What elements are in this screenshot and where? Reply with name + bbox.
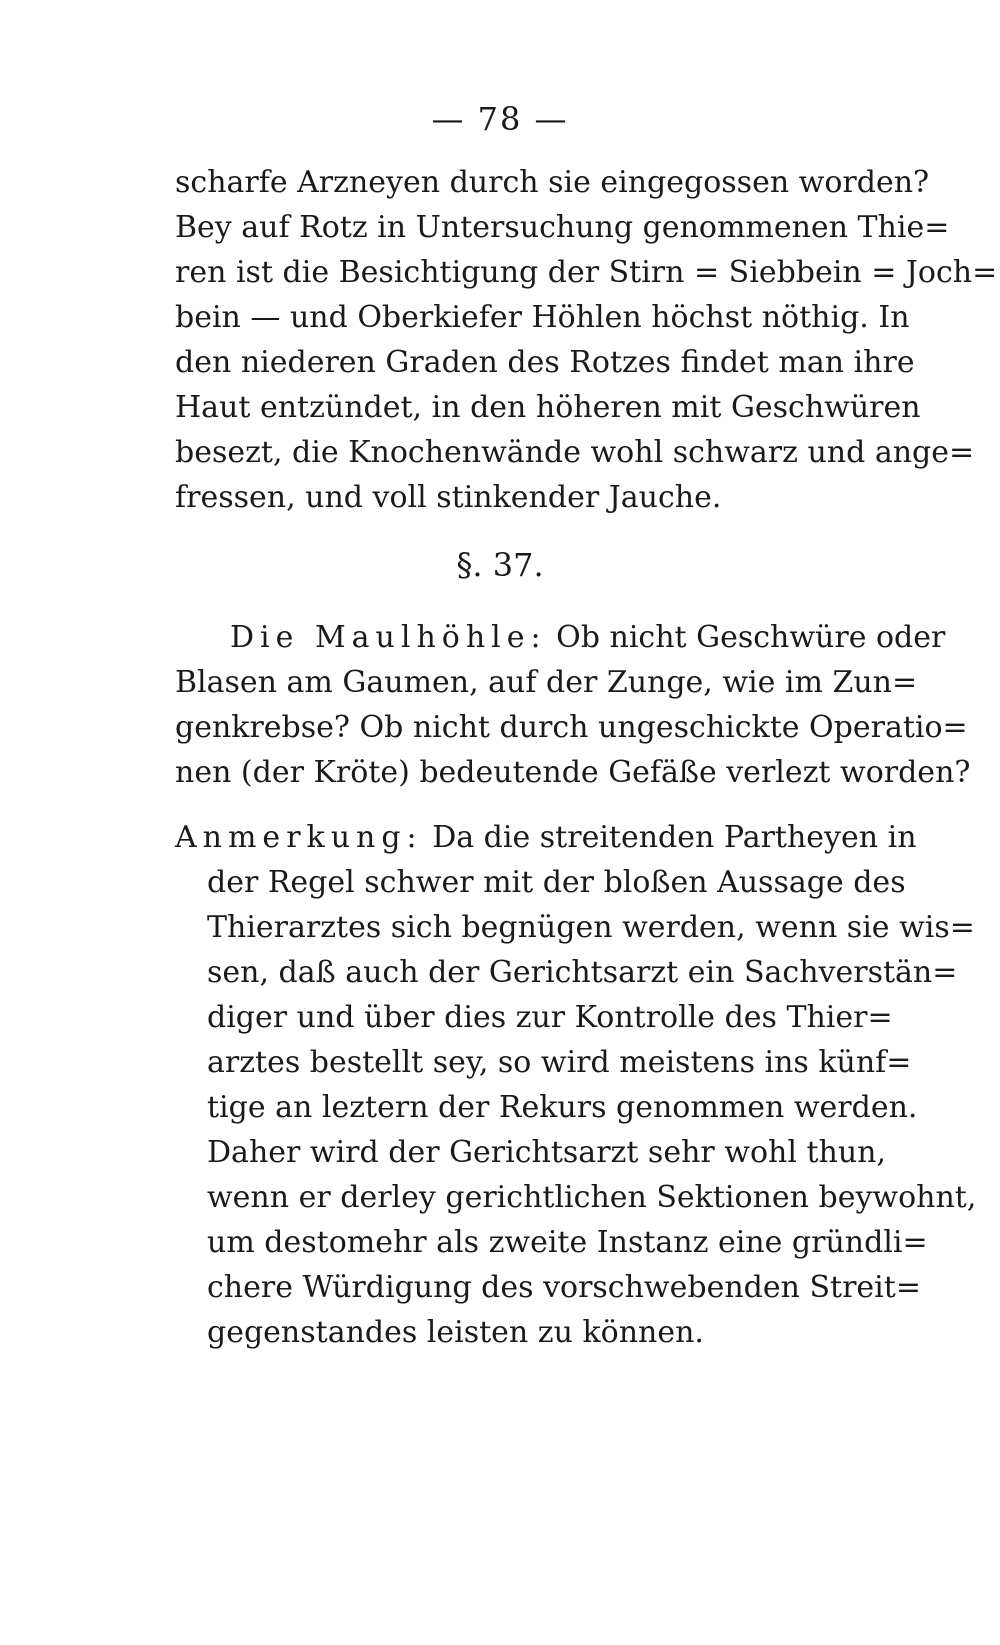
text-line: scharfe Arzneyen durch sie eingegossen worden?: [175, 165, 930, 200]
text-line: tige an leztern der Rekurs genommen werden.: [207, 1090, 918, 1125]
text-line: genkrebse? Ob nicht durch ungeschickte Operatio=: [175, 710, 968, 745]
note-anmerkung: [175, 815, 977, 1355]
text-line: Thierarztes sich begnügen werden, wenn sie wis=: [207, 910, 975, 945]
text-line: wenn er derley gerichtlichen Sektionen beywohnt,: [207, 1180, 977, 1215]
text-line: gegenstandes leisten zu können.: [207, 1315, 704, 1350]
text-line: Blasen am Gaumen, auf der Zunge, wie im Zun=: [175, 665, 918, 700]
text-line: fressen, und voll stinkender Jauche.: [175, 480, 722, 515]
text-line: besezt, die Knochenwände wohl schwarz und ange=: [175, 435, 975, 470]
text-line: bein — und Oberkiefer Höhlen höchst nöthig. In: [175, 300, 910, 335]
text-fragment: Da die streitenden Partheyen in: [422, 820, 917, 855]
lead-term: Anmerkung:: [175, 820, 423, 855]
page-number: — 78 —: [431, 100, 569, 138]
text-line: um destomehr als zweite Instanz eine gründli=: [207, 1225, 928, 1260]
text-line: der Regel schwer mit der bloßen Aussage des: [207, 865, 906, 900]
text-line: diger und über dies zur Kontrolle des Thier=: [207, 1000, 893, 1035]
text-line: nen (der Kröte) bedeutende Gefäße verlezt worden?: [175, 755, 971, 790]
section-heading: §. 37.: [456, 546, 544, 584]
text-line: Haut entzündet, in den höheren mit Geschwüren: [175, 390, 921, 425]
paragraph-rotz: [175, 160, 998, 520]
paragraph-maulhoehle: [175, 615, 971, 795]
text-line: Bey auf Rotz in Untersuchung genommenen Thie=: [175, 210, 950, 245]
text-line: den niederen Graden des Rotzes findet man ihre: [175, 345, 915, 380]
lead-term: Die Maulhöhle:: [230, 620, 547, 655]
text-line: sen, daß auch der Gerichtsarzt ein Sachverstän=: [207, 955, 958, 990]
text-line: chere Würdigung des vorschwebenden Streit=: [207, 1270, 921, 1305]
text-line: [175, 615, 946, 660]
text-line: arztes bestellt sey, so wird meistens ins künf=: [207, 1045, 912, 1080]
text-line: Daher wird der Gerichtsarzt sehr wohl thun,: [207, 1135, 887, 1170]
text-line: ren ist die Besichtigung der Stirn = Siebbein = Joch=: [175, 255, 998, 290]
text-fragment: Ob nicht Geschwüre oder: [546, 620, 946, 655]
text-line: [175, 815, 917, 860]
